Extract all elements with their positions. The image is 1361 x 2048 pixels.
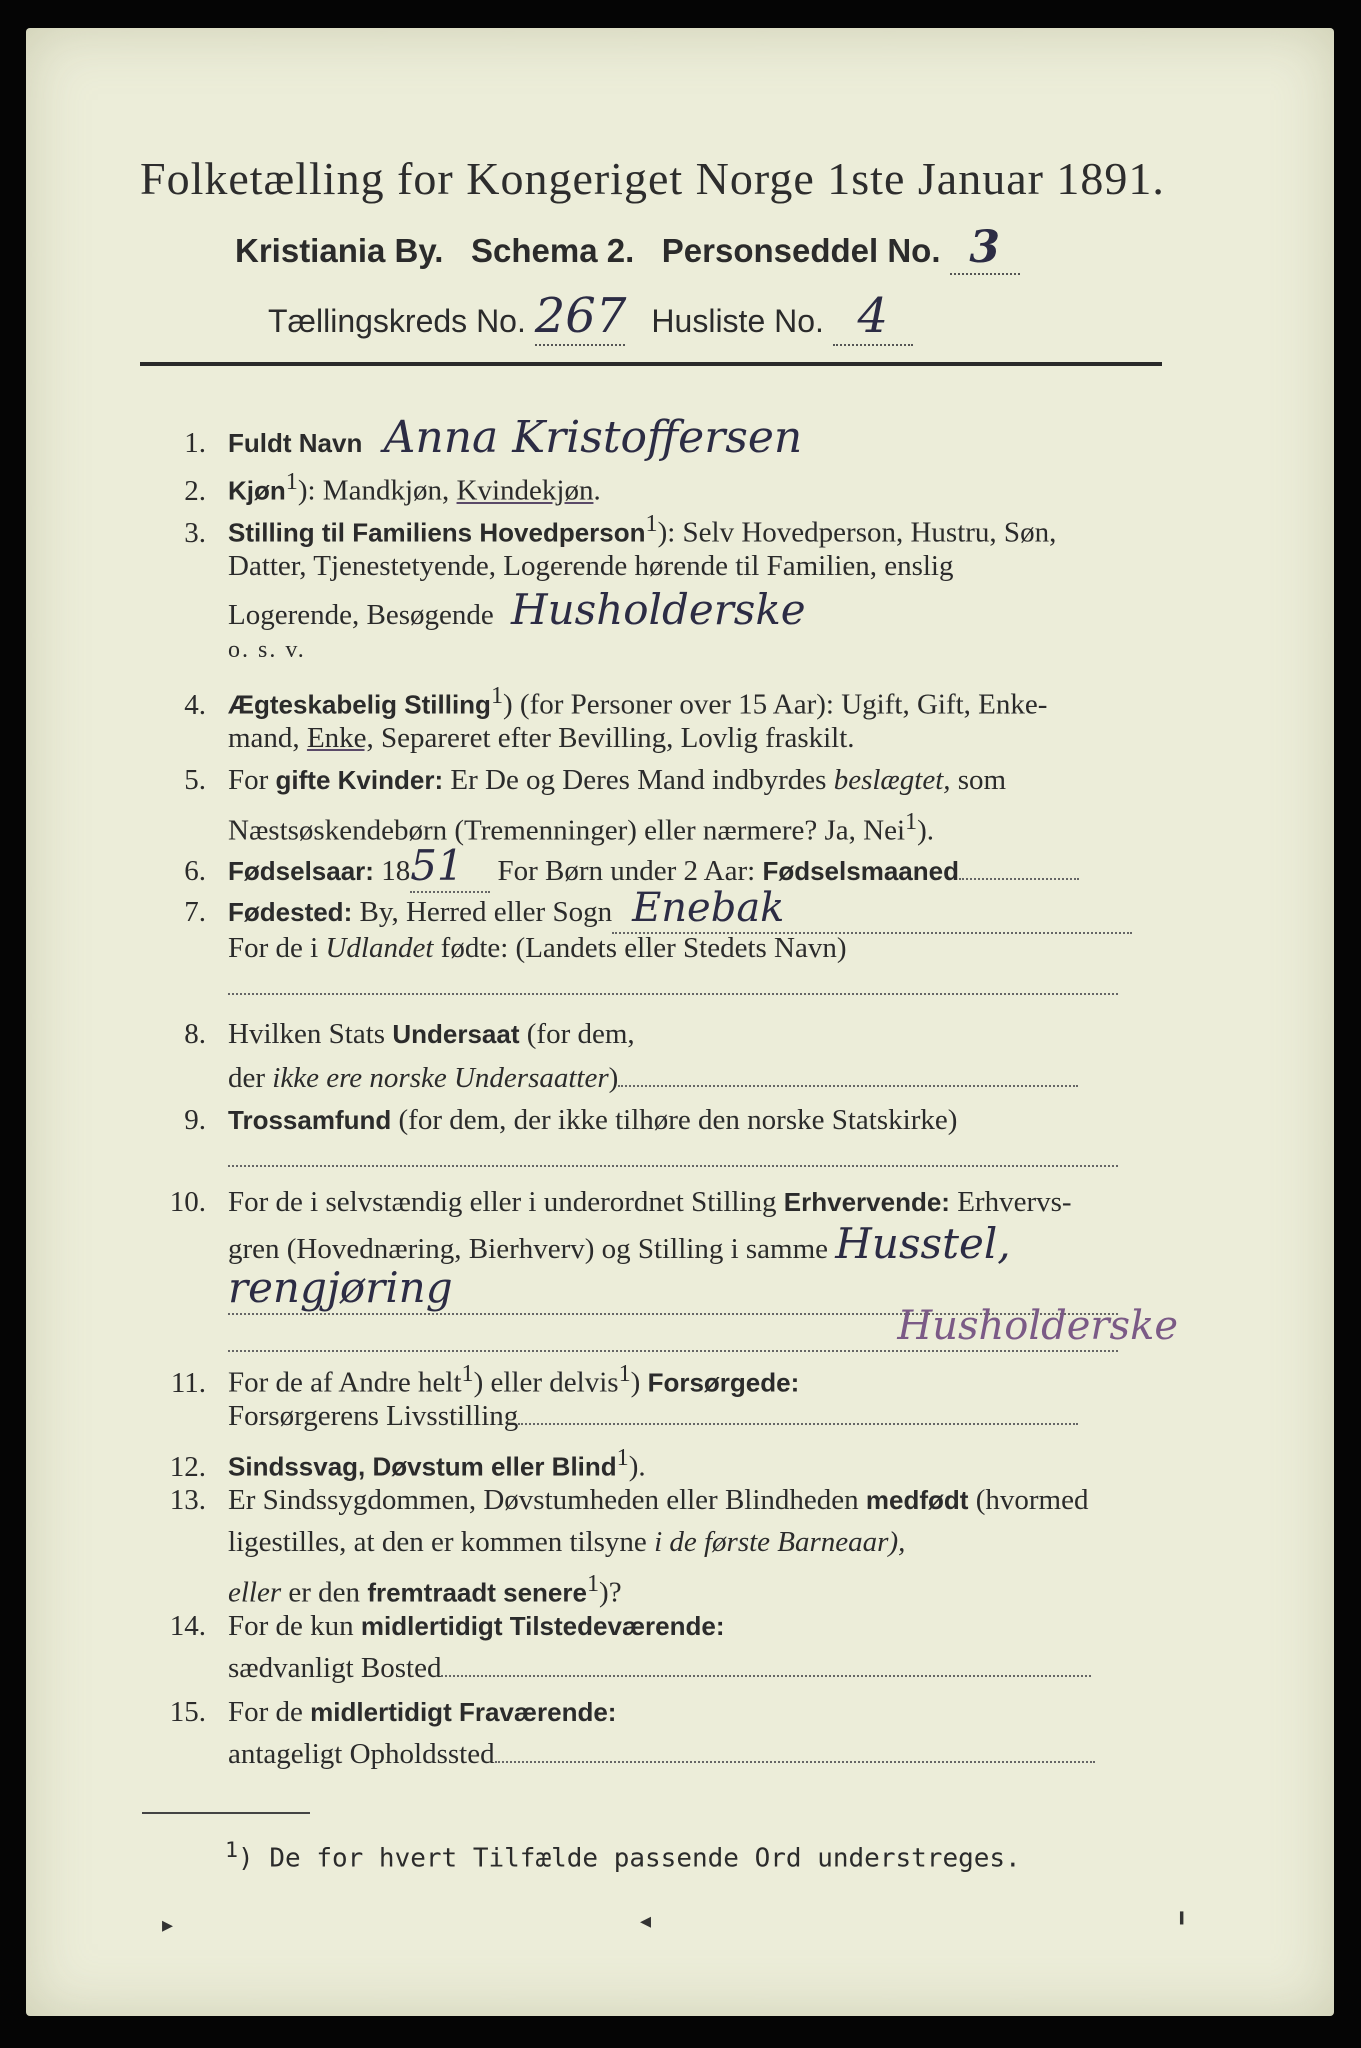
question-7-line-2 [140, 928, 1258, 968]
answer-birthplace: Enebak [632, 885, 785, 931]
question-number: 7. [184, 896, 206, 928]
answer-occupation-a: Husstel, [835, 1219, 1011, 1268]
question-number: 10. [169, 1186, 206, 1218]
question-number: 3. [184, 516, 206, 549]
footnote-ref: 1 [616, 1444, 629, 1471]
question-label: Kjøn [228, 475, 286, 506]
answer-birth-year: 51 [410, 841, 464, 890]
city-label: Kristiania By. [235, 232, 444, 269]
question-text-italic: beslægtet, [833, 764, 951, 796]
footnote-ref: 1 [905, 808, 918, 835]
question-text: gren (Hovednæring, Bierhverv) og Stilling i samme [228, 1233, 829, 1265]
question-text: Erhvervs- [957, 1186, 1072, 1218]
question-10-line-4 [140, 1303, 1258, 1352]
header-line-2 [235, 222, 1020, 275]
question-number: 15. [169, 1696, 206, 1728]
question-text: ): Mandkjøn, [297, 474, 450, 507]
question-text: Er De og Deres Mand indbyrdes [450, 764, 827, 796]
husliste-number: 4 [857, 288, 889, 344]
question-3-line-3 [140, 585, 1258, 635]
question-text: Separeret efter Bevilling, Lovlig fraskilt. [381, 722, 855, 754]
question-3-line-4: o. s. v. [228, 637, 306, 663]
question-number: 13. [169, 1484, 206, 1516]
question-number: 4. [184, 688, 206, 721]
question-text: For de [228, 1696, 303, 1728]
question-label: Forsørgede: [647, 1367, 800, 1398]
answer-stilling: Husholderske [510, 585, 806, 634]
question-label: midlertidigt Tilstedeværende: [360, 1611, 725, 1641]
question-14 [140, 1606, 1170, 1646]
arrow-mark-icon: ◂ [640, 1908, 652, 1933]
question-15 [140, 1692, 1170, 1732]
answer-name: Anna Kristoffersen [383, 412, 803, 463]
question-2: 2. Kjøn$^1$): Mandkjøn, Kvindekjøn. [140, 462, 1170, 511]
question-text: Hvilken Stats [228, 1018, 386, 1050]
question-number: 11. [170, 1366, 206, 1399]
question-label: Ægteskabelig Stilling [228, 689, 491, 720]
question-13 [140, 1480, 1170, 1520]
year-prefix: 18 [381, 855, 411, 887]
question-11-line-2 [140, 1396, 1258, 1436]
question-text: For Børn under 2 Aar: [497, 855, 756, 887]
kreds-number: 267 [534, 288, 627, 344]
question-text: ) [630, 1366, 641, 1399]
question-text: For de i selvstændig eller i underordnet Stilling [228, 1186, 777, 1218]
footnote-rule [142, 1812, 310, 1814]
footnote-ref: 1 [225, 1838, 239, 1863]
question-text: )? [599, 1576, 622, 1609]
question-number: 12. [169, 1450, 206, 1483]
question-number: 9. [184, 1104, 206, 1136]
question-number: 1. [184, 427, 206, 459]
question-text: For de kun [228, 1610, 354, 1642]
question-text-italic: Udlandet [325, 932, 434, 964]
question-text: sædvanligt Bosted [228, 1652, 442, 1684]
question-text: ) (for Personer over 15 Aar): Ugift, Gift, Enke- [503, 688, 1048, 721]
question-label: Trossamfund [228, 1105, 392, 1135]
question-5-line-2: Næstsøskendebørn (Tremenninger) eller nærmere? Ja, Nei$^1$). [228, 808, 935, 847]
answer-option-selected: Enke, [306, 722, 374, 754]
question-label: Fuldt Navn [228, 428, 363, 458]
question-label: Stilling til Familiens Hovedperson [228, 517, 646, 548]
question-text: Næstsøskendebørn (Tremenninger) eller nærmere? Ja, Nei [228, 814, 906, 847]
question-text: (for dem, [526, 1018, 635, 1050]
question-8-line-2: der ikke ere norske Undersaatter) [140, 1058, 1258, 1098]
question-3-line-2: Datter, Tjenestetyende, Logerende hørende til Familien, enslig [228, 550, 954, 582]
question-number: 6. [184, 855, 206, 887]
question-label: Erhvervende: [783, 1187, 950, 1217]
question-number: 14. [169, 1610, 206, 1642]
question-text: Logerende, Besøgende [228, 599, 494, 631]
question-9-fill-line [140, 1138, 1258, 1178]
header-line-3 [268, 288, 913, 346]
question-label: Fødselsaar: [228, 856, 374, 886]
question-number: 5. [184, 764, 206, 796]
question-14-line-2 [140, 1648, 1258, 1688]
question-number: 2. [184, 474, 206, 507]
question-5 [140, 760, 1170, 800]
answer-occupation-b: rengjøring [228, 1263, 453, 1312]
question-text: som [957, 764, 1007, 796]
question-label: midlertidigt Fraværende: [310, 1697, 617, 1727]
kreds-label: Tællingskreds No. [268, 303, 526, 339]
question-text: Forsørgerens Livsstilling [228, 1400, 519, 1432]
question-text: Er Sindssygdommen, Døvstumheden eller Blindheden [228, 1484, 859, 1516]
question-13-line-2 [140, 1522, 1258, 1562]
question-text: ). [628, 1450, 646, 1483]
schema-label: Schema 2. [470, 232, 635, 269]
question-text: For [228, 764, 269, 796]
question-text-italic: ikke ere norske Undersaatter [272, 1062, 609, 1094]
question-8 [140, 1014, 1170, 1054]
question-text: ligestilles, at den er kommen tilsyne [228, 1526, 647, 1558]
header-rule [140, 362, 1162, 366]
question-number: 8. [184, 1018, 206, 1050]
footnote-text: ) De for hvert Tilfælde passende Ord understreges. [238, 1843, 1021, 1874]
question-text: er den [288, 1576, 361, 1609]
question-text: For de i [228, 932, 319, 964]
arrow-mark-icon: ▸ [162, 1912, 174, 1937]
question-label: medfødt [865, 1485, 969, 1515]
question-label: Fødested: [228, 897, 353, 927]
personseddel-number: 3 [969, 222, 1000, 273]
tick-mark-icon: ╹ [1175, 1912, 1189, 1937]
question-label: Fødselsmaaned [762, 856, 959, 886]
answer-option-selected: Kvindekjøn [456, 474, 594, 507]
footnote [225, 1838, 1021, 1874]
question-text: antageligt Opholdssted [228, 1738, 495, 1770]
question-text: (for dem, der ikke tilhøre den norske Statskirke) [398, 1104, 958, 1136]
question-label: Undersaat [392, 1019, 520, 1049]
question-4-line-2 [140, 718, 1258, 758]
question-text: ): Selv Hovedperson, Hustru, Søn, [657, 516, 1057, 549]
question-text: For de af Andre helt [228, 1366, 462, 1399]
question-text: ) eller delvis [473, 1366, 619, 1399]
question-label: fremtraadt senere [367, 1577, 587, 1608]
footnote-ref: 1 [490, 682, 504, 709]
question-text: (hvormed [975, 1484, 1089, 1516]
personseddel-label: Personseddel No. [661, 232, 941, 269]
footnote-ref: 1 [618, 1360, 631, 1387]
question-text: der [228, 1062, 266, 1094]
form-title: Folketælling for Kongeriget Norge 1ste Januar 1891. [140, 153, 1165, 204]
question-text: By, Herred eller Sogn [359, 896, 613, 928]
question-15-line-2 [140, 1734, 1258, 1774]
question-9 [140, 1100, 1170, 1140]
footnote-ref: 1 [285, 468, 298, 495]
question-label: Sindssvag, Døvstum eller Blind [228, 1451, 617, 1482]
footnote-ref: 1 [645, 510, 658, 537]
question-text-italic: i de første Barneaar), [654, 1526, 906, 1558]
answer-occupation-c: Husholderske [897, 1303, 1178, 1349]
question-7-fill-line [140, 966, 1258, 1006]
footnote-ref: 1 [461, 1360, 474, 1387]
husliste-label: Husliste No. [651, 303, 824, 339]
question-text: fødte: (Landets eller Stedets Navn) [440, 932, 847, 964]
question-1 [140, 412, 1170, 463]
question-text-italic: eller [228, 1576, 282, 1609]
question-label: gifte Kvinder: [275, 765, 444, 795]
footnote-ref: 1 [586, 1570, 600, 1597]
question-text: mand, [228, 722, 300, 754]
question-10 [140, 1182, 1170, 1222]
